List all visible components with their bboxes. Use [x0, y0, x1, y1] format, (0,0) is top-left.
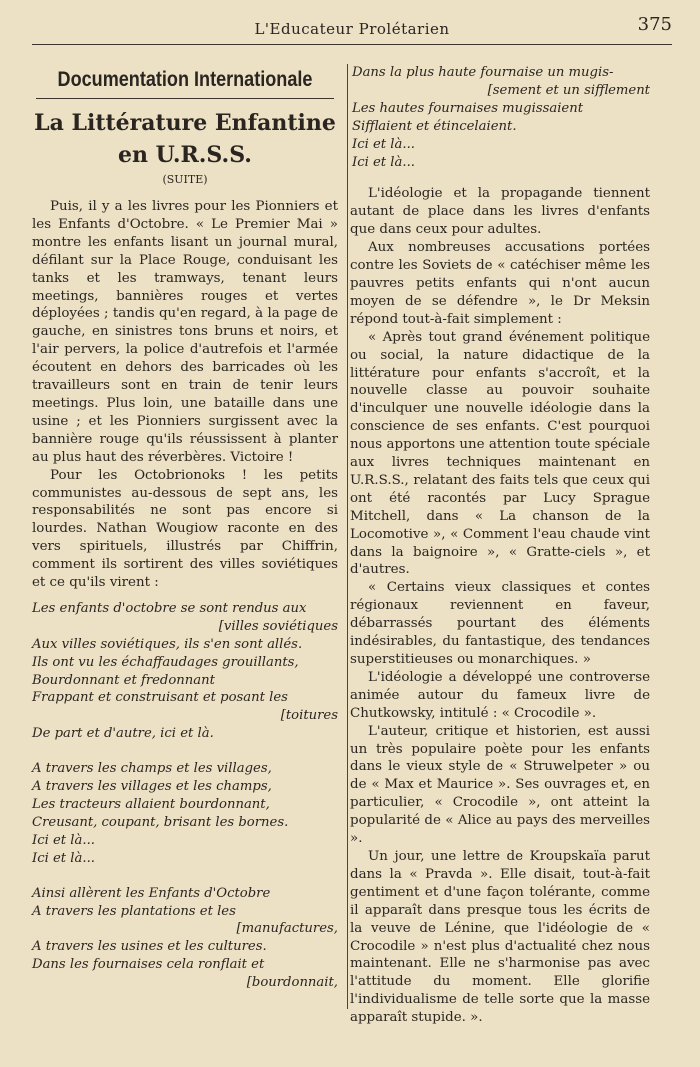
verse-line: Bourdonnant et fredonnant: [32, 672, 215, 688]
right-column: [350, 64, 650, 1027]
verse-line: Les hautes fournaises mugissaient: [352, 100, 584, 116]
verse-line: Creusant, coupant, brisant les bornes.: [32, 814, 289, 830]
verse-line: Ils ont vu les échaffaudages grouillants,: [32, 654, 299, 670]
verse-line: [sement et un sifflement: [487, 82, 650, 98]
verse-line: Ainsi allèrent les Enfants d'Octobre: [32, 885, 271, 901]
poem-right: [350, 64, 650, 171]
poem-left: [32, 600, 338, 992]
left-column: [32, 64, 338, 992]
section-rule: [36, 98, 334, 99]
right-paragraph-6: L'auteur, critique et historien, est aussi un très populaire poète pour les enfants dans le vieux style de « Struwelpeter » ou de « Max et Maurice ». Ses ouvrages et, en particulier, « Crocodile », ont atteint la popularité de « Alice au pays des merveilles ».: [350, 723, 650, 847]
right-paragraph-1: L'idéologie et la propagande tiennent autant de place dans les livres d'enfants que dans ceux pour adultes.: [350, 186, 650, 238]
verse-line: [toitures: [280, 708, 338, 724]
verse-line: De part et d'autre, ici et là.: [32, 726, 214, 742]
suite-label: (SUITE): [162, 173, 208, 186]
verse-line: Ici et là...: [352, 136, 415, 152]
verse-line: Dans la plus haute fournaise un mugis-: [352, 65, 614, 80]
verse-line: Les enfants d'octobre se sont rendus aux: [32, 600, 307, 616]
section-title: Documentation Internationale: [57, 68, 313, 91]
verse-line: A travers les usines et les cultures.: [32, 939, 267, 955]
column-divider: [347, 64, 348, 1009]
journal-title: L'Educateur Prolétarien: [254, 20, 450, 38]
page-number: 375: [637, 14, 672, 35]
article-title-line2: en U.R.S.S.: [118, 142, 252, 168]
verse-line: Frappant et construisant et posant les: [32, 690, 288, 706]
right-paragraph-2: Aux nombreuses accusations portées contre les Soviets de « catéchiser même les pauvres petits enfants qui n'ont aucun moyen de se défendre », le Dr Meksin répond tout-à-fait simplement :: [350, 240, 650, 327]
verse-line: [manufactures,: [236, 921, 338, 937]
right-paragraph-5: L'idéologie a développé une controverse animée autour du fameux livre de Chutkowsky, intitulé : « Crocodile ».: [350, 669, 650, 721]
verse-line: A travers les plantations et les: [32, 903, 236, 919]
verse-line: A travers les champs et les villages,: [32, 761, 272, 777]
right-paragraph-7: Un jour, une lettre de Kroupskaïa parut dans la « Pravda ». Elle disait, tout-à-fait gentiment et d'une façon tolérante, comme il apparaît dans presque tous les écrits de la veuve de Lénine, que l'idéologie de « Crocodile » n'est plus d'actualité chez nous maintenant. Elle ne s'harmonise pas avec l'attitude du moment. Elle glorifie l'individualisme de telle sorte que la masse apparaît stupide. ».: [350, 848, 650, 1026]
left-paragraph-2: Pour les Octobrionoks ! les petits communistes au-dessous de sept ans, les responsabilités ne sont pas encore si lourdes. Nathan Wougiow raconte en des vers spirituels, illustrés par Chiffrin, comment ils sortirent des villes soviétiques et ce qu'ils virent :: [32, 467, 338, 591]
verse-line: Sifflaient et étincelaient.: [352, 118, 517, 134]
verse-line: A travers les villages et les champs,: [32, 779, 272, 795]
right-paragraph-4: « Certains vieux classiques et contes régionaux reviennent en faveur, débarrassés pourtant des éléments indésirables, du fantastique, des tendances superstitieuses ou monarchiques. »: [350, 580, 650, 667]
verse-line: Ici et là...: [32, 850, 95, 866]
verse-line: Les tracteurs allaient bourdonnant,: [32, 797, 270, 812]
right-paragraph-3: « Après tout grand événement politique ou social, la nature didactique de la littérature pour enfants s'accroît, et la nouvelle classe au pouvoir souhaite d'inculquer une nouvelle idéologie dans la conscience de ses enfants. C'est pourquoi nous apportons une attention toute spéciale aux livres techniques maintenant en U.R.S.S., relatant des faits tels que ceux qui ont été racontés par Lucy Sprague Mitchell, dans « La chanson de la Locomotive », « Comment l'eau chaude vint dans la baignoire », « Gratte-ciels », et d'autres.: [350, 329, 650, 578]
article-title-line1: La Littérature Enfantine: [34, 110, 336, 136]
stanza-gap: [32, 868, 338, 885]
verse-line: Aux villes soviétiques, ils s'en sont allés.: [32, 636, 303, 652]
verse-line: Dans les fournaises cela ronflait et: [32, 957, 265, 973]
stanza-gap: [32, 743, 338, 760]
verse-line: [bourdonnait,: [246, 975, 338, 991]
verse-line: Ici et là...: [352, 154, 415, 170]
page-header: [32, 8, 672, 45]
verse-line: Ici et là...: [32, 832, 95, 848]
article-title: [32, 107, 338, 171]
verse-line: [villes soviétiques: [218, 618, 338, 634]
left-paragraph-1: Puis, il y a les livres pour les Pionniers et les Enfants d'Octobre. « Le Premier Mai » montre les enfants lisant un journal mural, défilant sur la Place Rouge, conduisant les tanks et les tramways, tenant leurs meetings, bannières rouges et vertes déployées ; tandis qu'en regard, à la page de gauche, en sinistres tons bruns et noirs, et l'air pervers, la police d'autrefois et l'armée écoutent en dehors des barricades où les travailleurs sont en train de tenir leurs meetings. Plus loin, une bataille dans une usine ; et les Pionniers surgissent avec la bannière rouge qu'ils réussissent à planter au plus haut des réverbères. Victoire !: [32, 199, 338, 465]
